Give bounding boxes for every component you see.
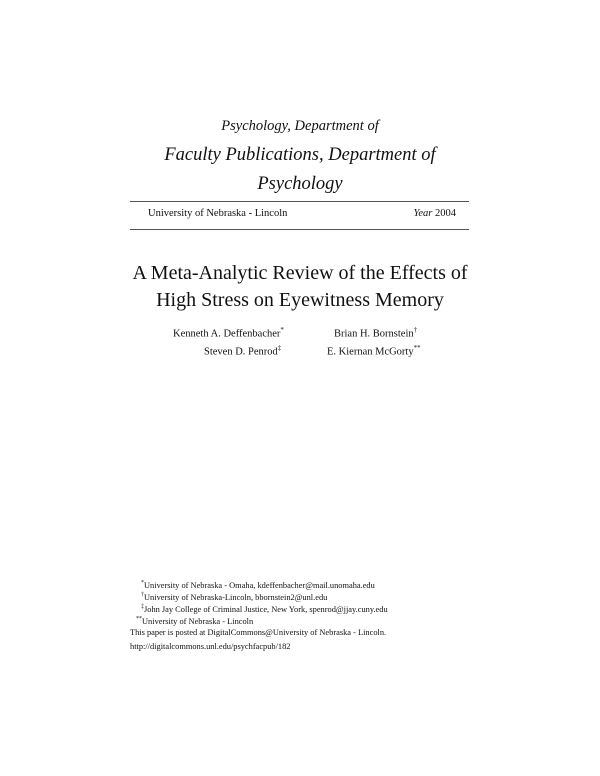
author-mark: † bbox=[413, 326, 418, 334]
footnote-text: University of Nebraska-Lincoln, bbornstein2@unl.edu bbox=[144, 592, 328, 602]
collection-title-line1: Faculty Publications, Department of bbox=[164, 145, 436, 165]
author-penrod bbox=[204, 344, 281, 358]
collection-title-line2: Psychology bbox=[257, 174, 343, 194]
footnote-text: University of Nebraska - Lincoln bbox=[142, 616, 254, 626]
author-mark: * bbox=[280, 326, 284, 334]
author-name: Brian H. Bornstein bbox=[334, 328, 414, 340]
year-value: 2004 bbox=[435, 208, 456, 219]
author-deffenbacher bbox=[173, 326, 284, 340]
header-top-rule bbox=[130, 201, 469, 202]
footnote-text: John Jay College of Criminal Justice, New York, spenrod@jjay.cuny.edu bbox=[144, 604, 388, 614]
paper-title-line2: High Stress on Eyewitness Memory bbox=[156, 289, 444, 311]
footnote-deffenbacher bbox=[141, 580, 375, 590]
footnote-mark: ‡ bbox=[141, 604, 144, 610]
footnote-mcgorty bbox=[136, 616, 253, 626]
posting-url[interactable]: http://digitalcommons.unl.edu/psychfacpub/182 bbox=[130, 642, 291, 651]
paper-title-line1: A Meta-Analytic Review of the Effects of bbox=[132, 262, 468, 284]
author-mark: ‡ bbox=[277, 344, 282, 352]
footnote-mark: ** bbox=[136, 616, 142, 622]
series-name: Psychology, Department of bbox=[221, 118, 379, 134]
posting-notice: This paper is posted at DigitalCommons@University of Nebraska - Lincoln. bbox=[130, 628, 387, 637]
year-label: Year bbox=[413, 208, 433, 219]
header-bottom-rule bbox=[130, 229, 469, 230]
footnote-mark: * bbox=[141, 580, 144, 586]
institution-name: University of Nebraska - Lincoln bbox=[148, 208, 288, 219]
footnote-bornstein bbox=[141, 592, 327, 602]
author-bornstein bbox=[334, 326, 417, 340]
footnote-mark: † bbox=[141, 592, 144, 598]
year-field bbox=[414, 208, 457, 219]
author-name: E. Kiernan McGorty bbox=[327, 346, 414, 358]
author-name: Kenneth A. Deffenbacher bbox=[173, 328, 281, 340]
author-name: Steven D. Penrod bbox=[204, 346, 278, 358]
author-mcgorty bbox=[327, 344, 421, 358]
footnote-text: University of Nebraska - Omaha, kdeffenbacher@mail.unomaha.edu bbox=[144, 580, 375, 590]
footnote-penrod bbox=[141, 604, 388, 614]
author-mark: ** bbox=[413, 344, 421, 352]
